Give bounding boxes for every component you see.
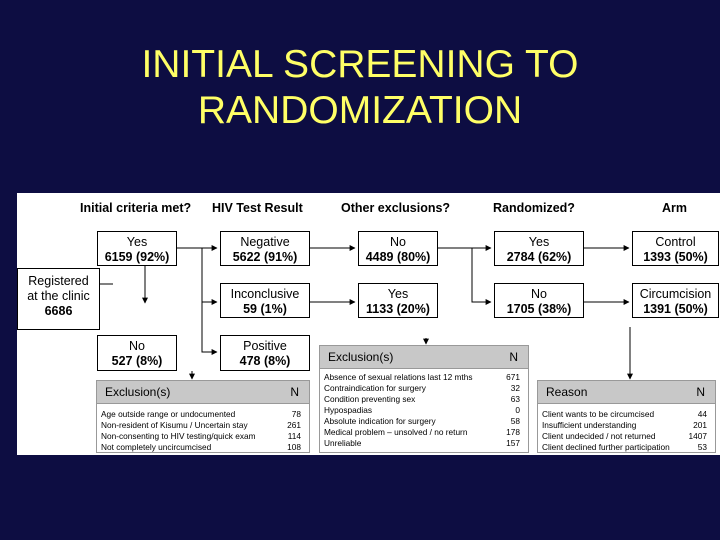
table-row: Condition preventing sex 63 [324,394,520,404]
arm-control-box [632,231,719,266]
initial-yes-value: 6159 (92%) [104,250,170,264]
hiv-inconclusive-value: 59 (1%) [243,302,287,316]
arrow-to-positive [202,248,217,352]
table-row: Non-consenting to HIV testing/quick exam 114 [101,431,301,441]
rand-yes-box [494,231,584,266]
initial-yes-box [97,231,177,266]
other-yes-box [358,283,438,318]
header-initial-criteria: Initial criteria met? [80,201,192,215]
arm-control-value: 1393 (50%) [643,250,708,264]
table-row: Absolute indication for surgery 58 [324,416,520,426]
other-yes-label: Yes [387,287,409,301]
table-col-n: N [696,385,705,399]
hiv-inconclusive-box [220,283,310,318]
header-arm: Arm [662,201,688,215]
initial-no-box [97,335,177,371]
hiv-negative-box [220,231,310,266]
reason-table [537,380,716,453]
arrow-to-rand-no [472,248,491,302]
hiv-positive-box [220,335,310,371]
table-row: Medical problem – unsolved / no return 178 [324,427,520,437]
arm-circumcision-value: 1391 (50%) [643,302,708,316]
hiv-positive-label: Positive [243,339,287,353]
table-row: Not completely uncircumcised 108 [101,442,301,452]
rand-no-label: No [531,287,547,301]
exclusion-table-initial [96,380,310,453]
arm-circumcision-label: Circumcision [639,287,712,301]
title-line-2: RANDOMIZATION [197,89,523,132]
hiv-negative-value: 5622 (91%) [232,250,298,264]
rand-no-box [494,283,584,318]
initial-no-label: No [129,339,145,353]
header-randomized: Randomized? [493,201,575,215]
other-no-value: 4489 (80%) [365,250,431,264]
arm-circumcision-box [632,283,719,318]
table-header [320,346,528,369]
table-header [97,381,309,404]
rand-yes-value: 2784 (62%) [506,250,572,264]
hiv-inconclusive-label: Inconclusive [230,287,300,301]
exclusion-table-other [319,345,529,453]
initial-no-value: 527 (8%) [111,354,163,368]
table-row: Age outside range or undocumented 78 [101,409,301,419]
rand-no-value: 1705 (38%) [506,302,572,316]
table-row: Client undecided / not returned 1407 [542,431,707,441]
table-col-exclusions: Exclusion(s) [105,385,171,399]
table-row: Insufficient understanding 201 [542,420,707,430]
table-col-exclusions: Exclusion(s) [328,350,394,364]
hiv-positive-value: 478 (8%) [239,354,291,368]
title-line-1: INITIAL SCREENING TO [141,43,579,86]
other-no-label: No [390,235,406,249]
table-header [538,381,715,404]
table-col-n: N [290,385,299,399]
other-yes-value: 1133 (20%) [366,302,430,316]
registered-line2: at the clinic [27,289,90,303]
arm-control-label: Control [655,235,696,249]
rand-yes-label: Yes [528,235,550,249]
hiv-negative-label: Negative [240,235,290,249]
registered-box [17,268,100,330]
table-col-n: N [509,350,518,364]
table-row: Hypospadias 0 [324,405,520,415]
flowchart-panel [17,193,720,455]
header-hiv-test: HIV Test Result [212,201,303,215]
table-row: Absence of sexual relations last 12 mths 671 [324,372,520,382]
registered-count: 6686 [44,304,73,318]
initial-yes-label: Yes [126,235,148,249]
table-col-reason: Reason [546,385,588,399]
table-row: Client wants to be circumcised 44 [542,409,707,419]
table-row: Client declined further participation 53 [542,442,707,452]
table-row: Unreliable 157 [324,438,520,448]
registered-line1: Registered [28,274,89,288]
slide-title [0,42,720,134]
header-other-exclusions: Other exclusions? [341,201,451,215]
table-row: Contraindication for surgery 32 [324,383,520,393]
table-row: Non-resident of Kisumu / Uncertain stay 261 [101,420,301,430]
other-no-box [358,231,438,266]
